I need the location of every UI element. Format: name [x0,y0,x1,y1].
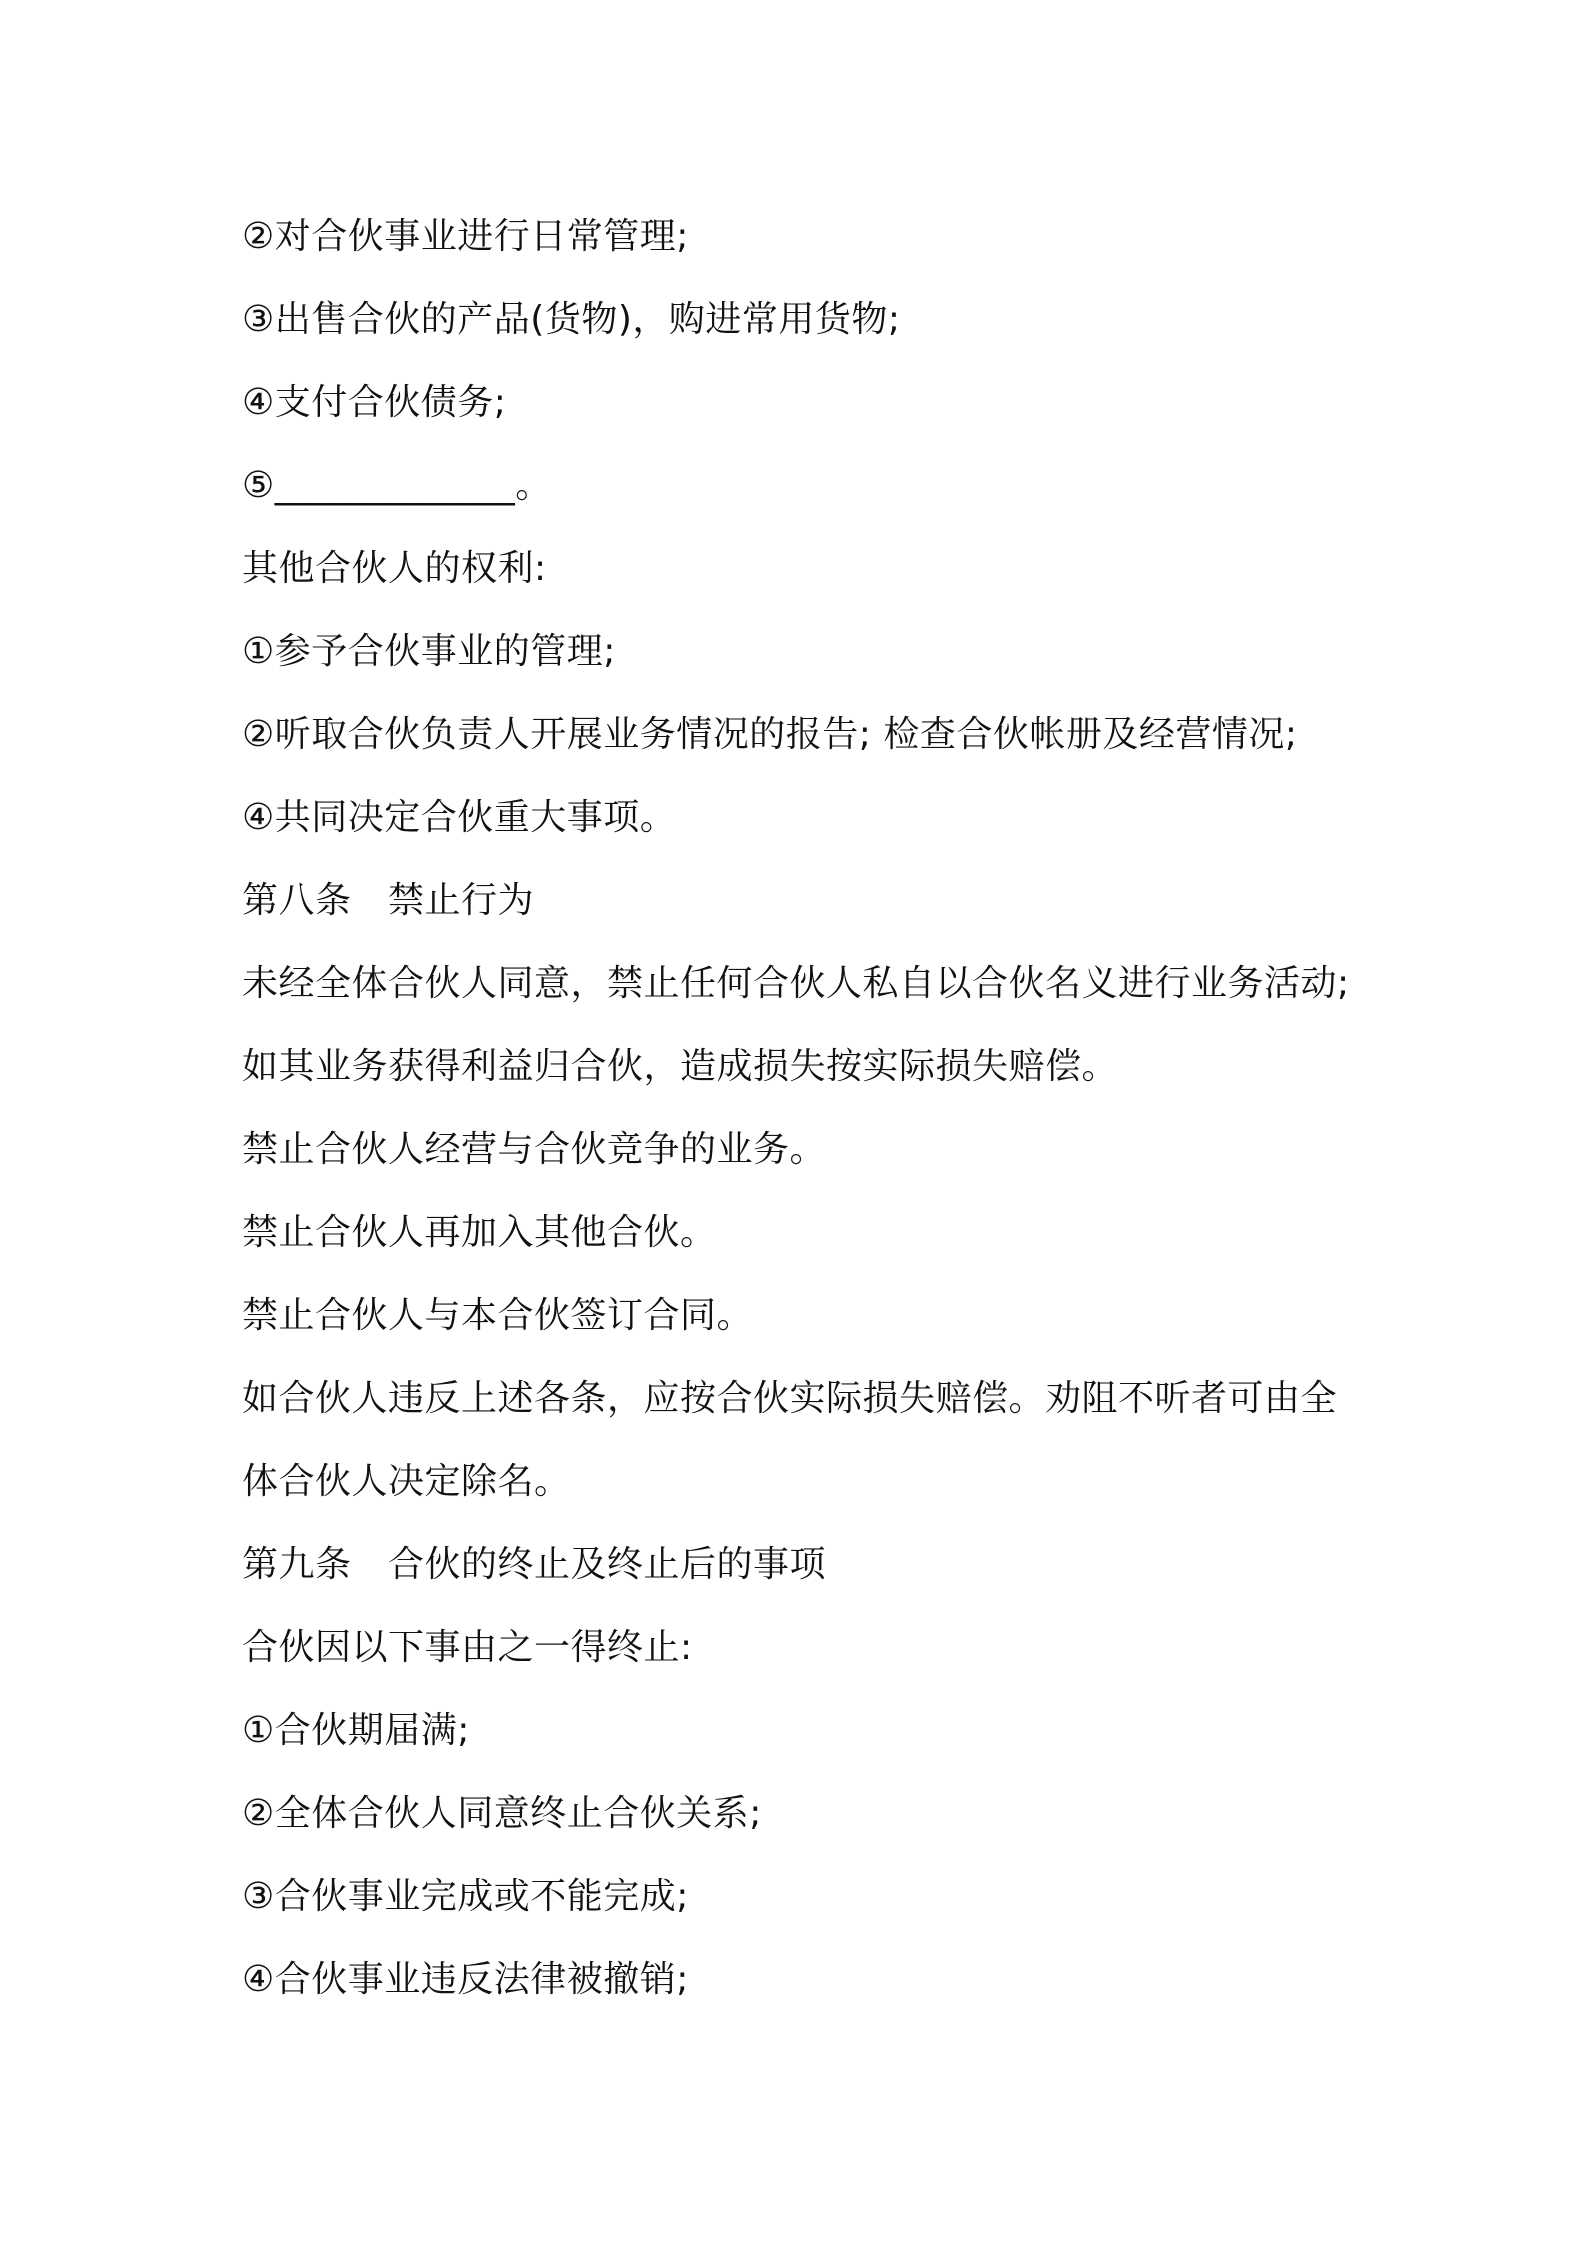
paragraph-violation-1: 如合伙人违反上述各条，应按合伙实际损失赔偿。劝阻不听者可由全 [242,1378,1338,1419]
list-item-business-complete: ③合伙事业完成或不能完成; [242,1876,689,1917]
paragraph-prohibition-4: 禁止合伙人再加入其他合伙。 [242,1212,717,1253]
list-item-term-expired: ①合伙期届满; [242,1710,470,1751]
document-body [242,195,1392,2021]
paragraph-violation-2: 体合伙人决定除名。 [242,1461,571,1502]
paragraph-prohibition-2: 如其业务获得利益归合伙，造成损失按实际损失赔偿。 [242,1046,1119,1087]
section-heading-article-9: 第九条 合伙的终止及终止后的事项 [242,1544,827,1585]
list-item-all-agree: ②全体合伙人同意终止合伙关系; [242,1793,762,1834]
list-item-participate-management: ①参予合伙事业的管理; [242,631,616,672]
paragraph-prohibition-3: 禁止合伙人经营与合伙竞争的业务。 [242,1129,827,1170]
list-item-decide-major-matters: ④共同决定合伙重大事项。 [242,797,677,838]
list-item-revoked: ④合伙事业违反法律被撤销; [242,1959,689,2000]
list-item-manage-daily: ②对合伙事业进行日常管理; [242,216,689,257]
list-item-hear-reports: ②听取合伙负责人开展业务情况的报告; 检查合伙帐册及经营情况; [242,714,1298,755]
list-item-pay-debts: ④支付合伙债务; [242,382,507,423]
paragraph-other-partners-rights: 其他合伙人的权利: [242,548,547,589]
list-item-blank: ⑤_____________。 [242,465,552,506]
paragraph-prohibition-1: 未经全体合伙人同意，禁止任何合伙人私自以合伙名义进行业务活动; [242,963,1350,1004]
list-item-sell-products: ③出售合伙的产品(货物)，购进常用货物; [242,299,901,340]
section-heading-article-8: 第八条 禁止行为 [242,880,535,921]
paragraph-prohibition-5: 禁止合伙人与本合伙签订合同。 [242,1295,754,1336]
paragraph-termination-intro: 合伙因以下事由之一得终止: [242,1627,693,1668]
